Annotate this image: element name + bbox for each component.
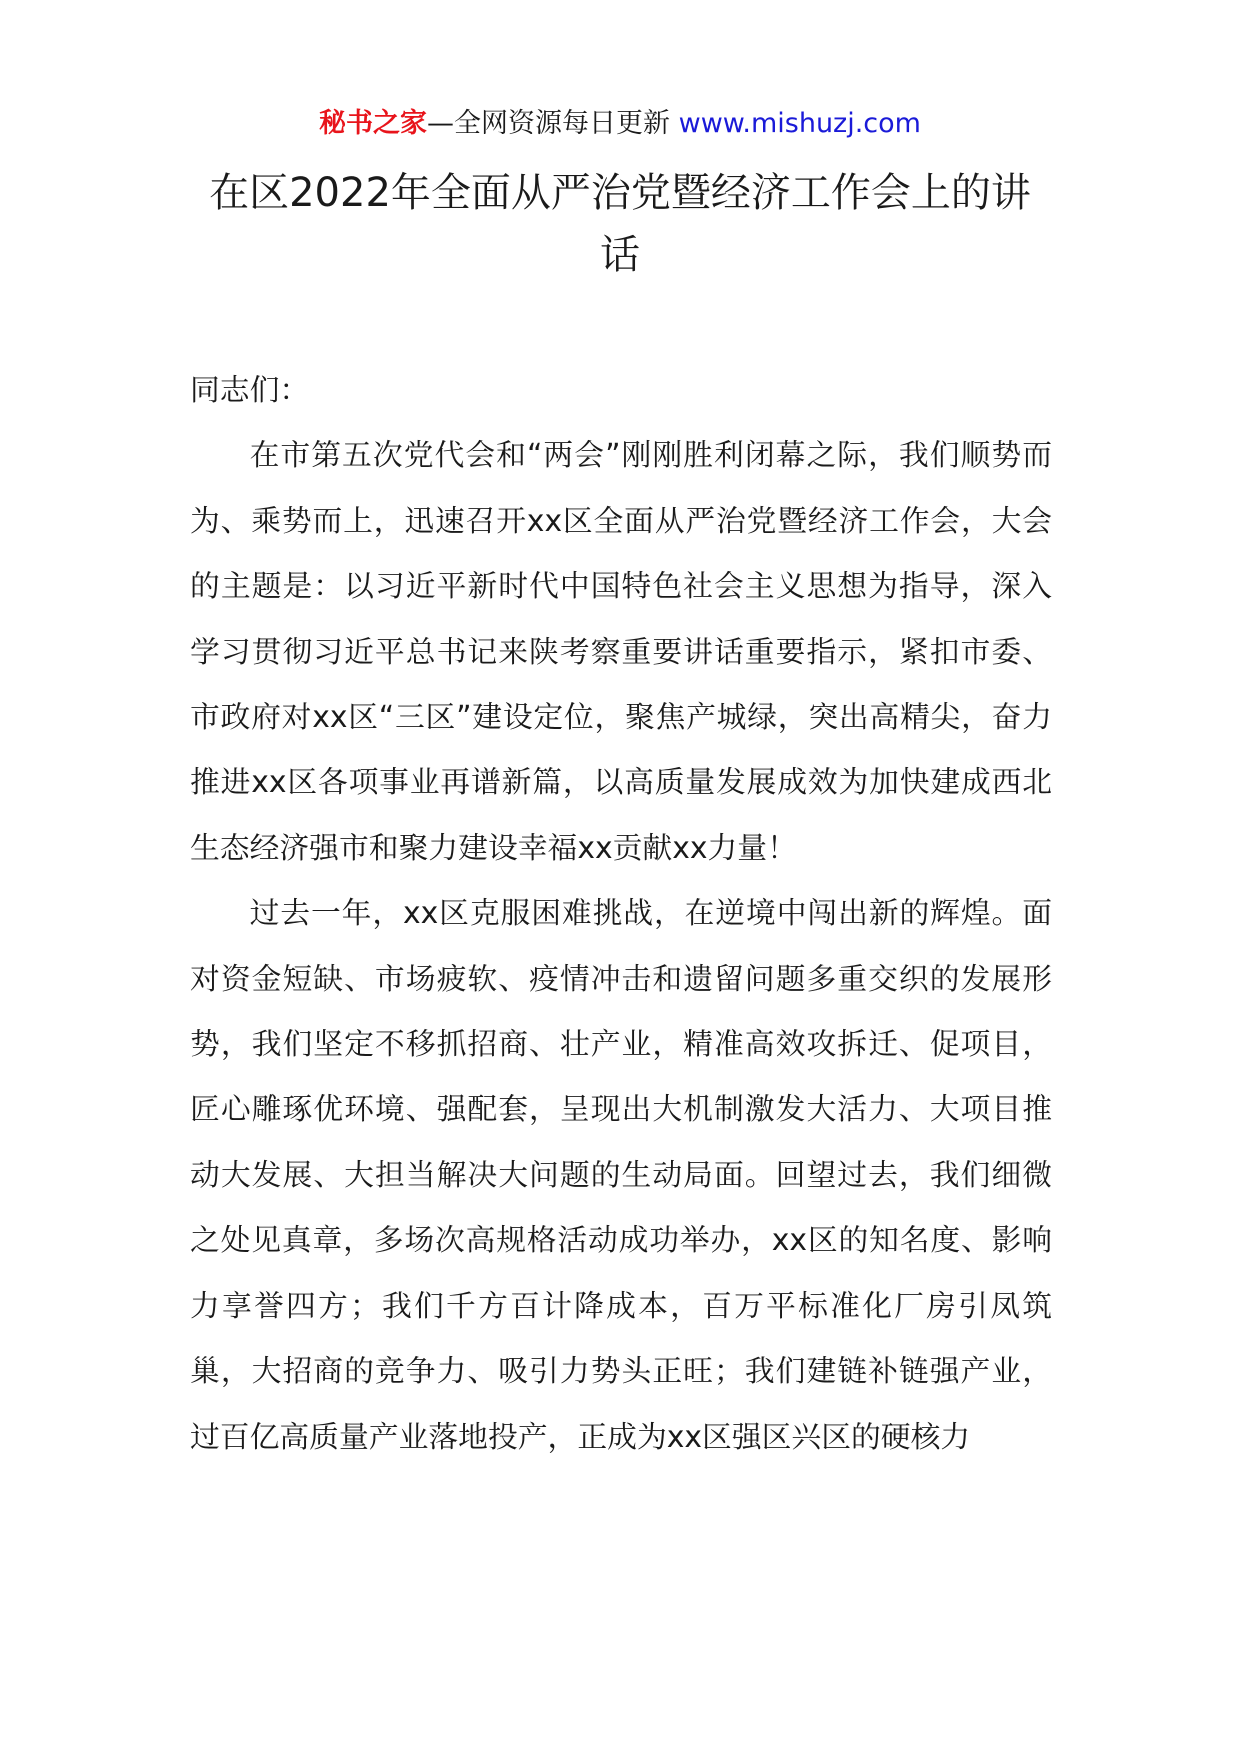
watermark-header	[0, 104, 1240, 144]
header-tagline: —全网资源每日更新	[427, 108, 679, 139]
document-body	[190, 358, 1052, 1470]
paragraph-2: 过去一年，xx区克服困难挑战，在逆境中闯出新的辉煌。面对资金短缺、市场疲软、疫情冲击和遗留问题多重交织的发展形势，我们坚定不移抓招商、壮产业，精准高效攻拆迁、促项目，匠心雕琢优环境、强配套，呈现出大机制激发大活力、大项目推动大发展、大担当解决大问题的生动局面。回望过去，我们细微之处见真章，多场次高规格活动成功举办，xx区的知名度、影响力享誉四方；我们千方百计降成本，百万平标准化厂房引凤筑巢，大招商的竞争力、吸引力势头正旺；我们建链补链强产业，过百亿高质量产业落地投产，正成为xx区强区兴区的硬核力	[190, 896, 1052, 1455]
paragraph-1: 在市第五次党代会和“两会”刚刚胜利闭幕之际，我们顺势而为、乘势而上，迅速召开xx区全面从严治党暨经济工作会，大会的主题是：以习近平新时代中国特色社会主义思想为指导，深入学习贯彻习近平总书记来陕考察重要讲话重要指示，紧扣市委、市政府对xx区“三区”建设定位，聚焦产城绿，突出高精尖，奋力推进xx区各项事业再谱新篇，以高质量发展成效为加快建成西北生态经济强市和聚力建设幸福xx贡献xx力量！	[190, 438, 1052, 866]
site-url-link[interactable]: www.mishuzj.com	[678, 108, 921, 139]
brand-name: 秘书之家	[319, 108, 428, 139]
document-title: 在区2022年全面从严治党暨经济工作会上的讲话	[209, 170, 1031, 278]
salutation: 同志们：	[190, 373, 310, 408]
